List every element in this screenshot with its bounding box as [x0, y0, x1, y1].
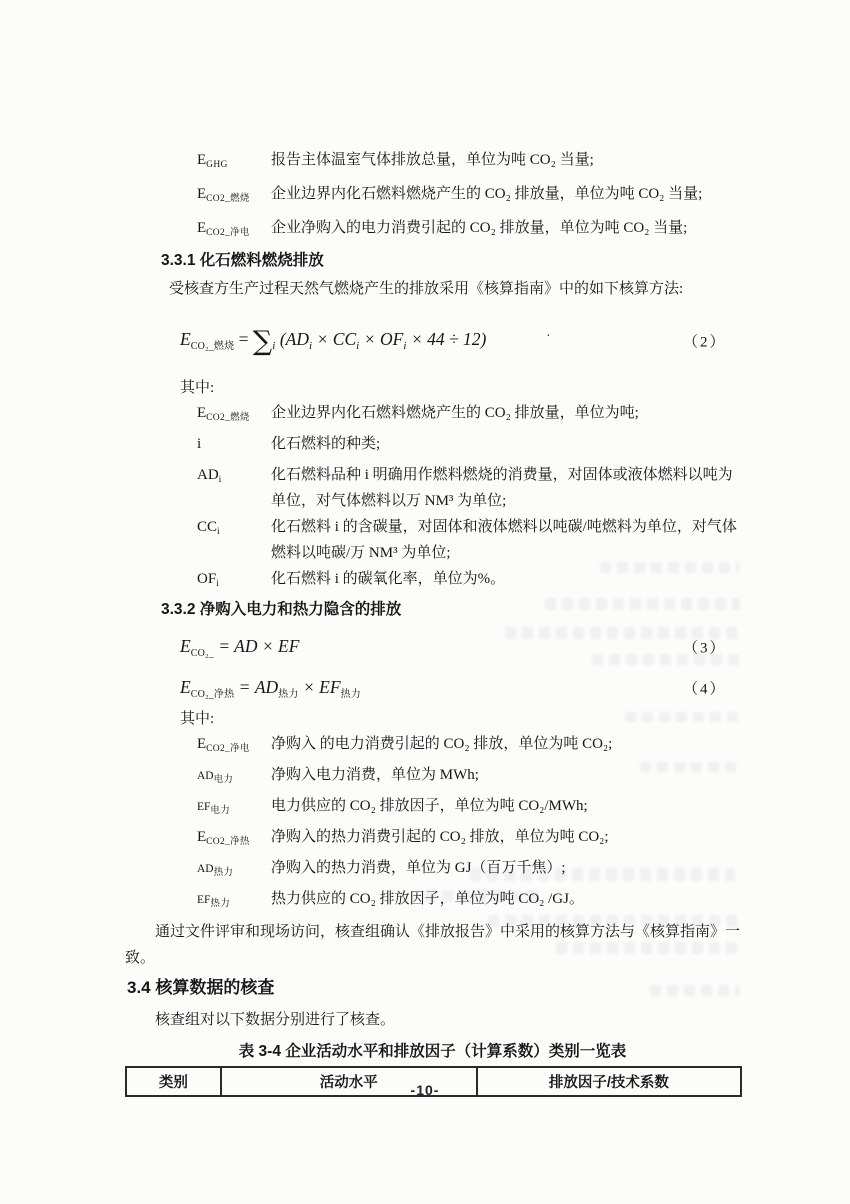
symbol-subscript: GHG	[206, 160, 228, 170]
symbol-label: $AD_{电力}$	[197, 770, 234, 785]
definition-row-eco2-power	[125, 214, 740, 248]
definition-text: 净购入的热力消费引起的 CO₂ 排放，单位为吨 CO₂;	[271, 829, 609, 845]
definition-row	[125, 566, 740, 597]
definition-row	[125, 793, 740, 824]
definition-row	[125, 855, 740, 886]
definition-text: 净购入的热力消费，单位为 GJ（百万千焦）;	[271, 860, 566, 876]
where-label-1: 其中:	[180, 380, 215, 396]
formula-3-row	[180, 630, 740, 664]
formula-4-row	[180, 671, 740, 705]
definition-text: 企业净购入的电力消费引起的 CO₂ 排放量，单位为吨 CO₂ 当量;	[271, 220, 688, 236]
symbol-label: $EF_{电力}$	[197, 801, 231, 816]
sigma-symbol: $\sum_i$	[252, 325, 276, 357]
definition-text: 热力供应的 CO₂ 排放因子，单位为吨 CO₂ /GJ。	[271, 891, 584, 907]
definition-row-eghg	[125, 146, 740, 180]
symbol-label: $E_{CO2\_净热}$	[197, 829, 250, 847]
table-header-activity-level: 活动水平	[221, 1067, 477, 1096]
scan-artifact-dot: ·	[546, 329, 551, 344]
definition-text: 报告主体温室气体排放总量，单位为吨 CO₂ 当量;	[271, 152, 594, 168]
symbol-base: E	[197, 186, 207, 202]
section-3-4-intro: 核查组对以下数据分别进行了核查。	[155, 1012, 396, 1028]
definition-text: 企业边界内化石燃料燃烧产生的 CO₂ 排放量，单位为吨 CO₂ 当量;	[271, 186, 703, 202]
symbol-label	[197, 180, 271, 214]
symbol-label: $OF_i$	[197, 571, 220, 589]
formula-3-expression: $E_{CO_2\_}$ = AD × EF	[180, 635, 300, 659]
symbol-label: $AD_i$	[197, 467, 222, 485]
symbol-subscript: CO2_燃烧	[206, 194, 250, 204]
definition-text: 净购入 的电力消费引起的 CO₂ 排放，单位为吨 CO₂;	[271, 736, 613, 752]
formula-2-row	[180, 318, 740, 364]
equation-number-3: （3）	[683, 640, 727, 657]
definition-text: 企业边界内化石燃料燃烧产生的 CO₂ 排放量，单位为吨;	[271, 405, 639, 421]
symbol-label: $E_{CO2\_净电}$	[197, 736, 250, 754]
section-heading-3-4: 3.4 核算数据的核查	[127, 978, 275, 997]
where-label-2: 其中:	[180, 711, 215, 727]
symbol-definition-list-331	[125, 400, 740, 597]
table-3-4-title: 表 3-4 企业活动水平和排放因子（计算系数）类别一览表	[238, 1043, 627, 1060]
symbol-label: $AD_{热力}$	[197, 863, 234, 878]
definition-row	[125, 514, 740, 566]
symbol-label	[197, 146, 271, 180]
definition-row	[125, 431, 740, 462]
definition-row	[125, 731, 740, 762]
definition-row	[125, 462, 740, 514]
formula-2-expression: $E_{CO_2\_燃烧} = \sum_i$ $(AD_i \times CC_i \times OF_i \times 44 \div 12)$	[180, 325, 487, 357]
table-header-emission-factor: 排放因子/技术系数	[477, 1067, 741, 1096]
symbol-label	[197, 214, 271, 248]
page-number: -10-	[410, 1082, 440, 1098]
symbol-base: E	[197, 220, 207, 236]
table-header-category: 类别	[126, 1067, 221, 1096]
definition-row	[125, 886, 740, 917]
symbol-base: E	[197, 152, 207, 168]
symbol-label: i	[197, 436, 202, 452]
symbol-subscript: CO2_净电	[206, 228, 250, 238]
definition-text: 化石燃料 i 的含碳量，对固体和液体燃料以吨碳/吨燃料为单位，对气体燃料以吨碳/万 NM³ 为单位;	[271, 519, 737, 561]
symbol-label: $CC_i$	[197, 519, 220, 537]
definition-text: 净购入电力消费，单位为 MWh;	[271, 767, 479, 783]
closing-paragraph: 通过文件评审和现场访问，核查组确认《排放报告》中采用的核算方法与《核算指南》一致。	[125, 924, 741, 966]
symbol-definition-list-top	[125, 146, 740, 248]
section-heading-3-3-2: 3.3.2 净购入电力和热力隐含的排放	[161, 601, 402, 618]
definition-text: 化石燃料的种类;	[271, 436, 381, 452]
definition-text: 化石燃料品种 i 明确用作燃料燃烧的消费量，对固体或液体燃料以吨为单位，对气体燃料以万 NM³ 为单位;	[271, 467, 733, 509]
definition-text: 电力供应的 CO₂ 排放因子，单位为吨 CO₂/MWh;	[271, 798, 588, 814]
equation-number-2: （2）	[683, 334, 727, 351]
table-header-row	[126, 1067, 741, 1096]
definition-row-eco2-fuel	[125, 180, 740, 214]
symbol-label: $EF_{热力}$	[197, 894, 231, 909]
formula-4-expression: $E_{CO_2\_净热} = AD_{热力} \times EF_{热力}$	[180, 676, 361, 700]
table-3-4	[125, 1066, 742, 1097]
symbol-definition-list-332	[125, 731, 740, 917]
symbol-label: $E_{CO2\_燃烧}$	[197, 405, 250, 423]
section-heading-3-3-1: 3.3.1 化石燃料燃烧排放	[161, 252, 324, 269]
definition-row	[125, 824, 740, 855]
equation-number-4: （4）	[683, 681, 727, 698]
section-3-3-1-intro: 受核查方生产过程天然气燃烧产生的排放采用《核算指南》中的如下核算方法:	[169, 281, 684, 297]
definition-row	[125, 762, 740, 793]
definition-row	[125, 400, 740, 431]
definition-text: 化石燃料 i 的碳氧化率，单位为%。	[271, 571, 506, 587]
